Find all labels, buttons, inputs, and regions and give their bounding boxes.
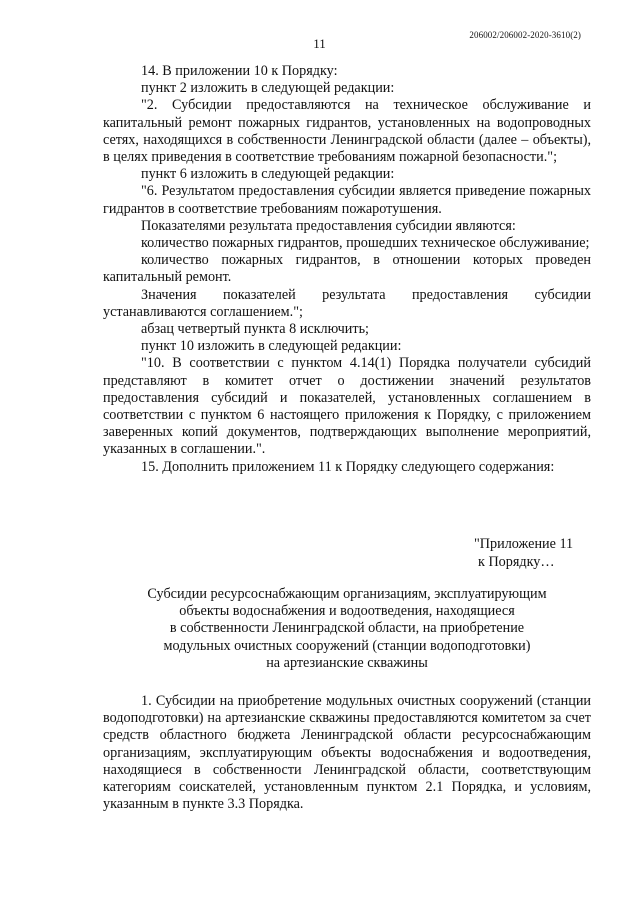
appendix-title: "Приложение 11 <box>474 536 574 552</box>
document-id: 206002/206002-2020-3610(2) <box>469 30 581 40</box>
paragraph: пункт 2 изложить в следующей редакции: <box>141 80 395 97</box>
paragraph: "6. Результатом предоставления субсидии является приведение пожарных гидрантов в соответствие требованиям пожаротушения. <box>103 183 591 217</box>
title-line: модульных очистных сооружений (станции водоподготовки) <box>163 637 531 654</box>
paragraph: пункт 6 изложить в следующей редакции: <box>141 166 395 183</box>
title-line: в собственности Ленинградской области, на приобретение <box>169 620 525 637</box>
paragraph: количество пожарных гидрантов, прошедших техническое обслуживание; <box>141 235 590 252</box>
section-title <box>103 586 591 672</box>
paragraph: Показателями результата предоставления субсидии являются: <box>141 217 516 234</box>
paragraph: "10. В соответствии с пунктом 4.14(1) Порядка получатели субсидий представляют в комитет отчет о достижении значений результатов предоставления субсидий и показателей, установленных соглашением в соответствии с пунктом 6 настоящего приложения к Порядку, с приложением заверенных копий документов, подтверждающих выполнение мероприятий, указанных в соглашении.". <box>103 355 591 458</box>
paragraph: "2. Субсидии предоставляются на техническое обслуживание и капитальный ремонт пожарных гидрантов, установленных на водопроводных сетях, находящихся в собственности Ленинградской области (далее – объекты), в целях приведения в соответствие требованиям пожарной безопасности."; <box>103 97 591 166</box>
title-line: Субсидии ресурсоснабжающим организациям, эксплуатирующим <box>147 586 547 602</box>
title-line: на артезианские скважины <box>266 654 428 671</box>
amendments-body <box>103 63 591 476</box>
paragraph: 1. Субсидии на приобретение модульных очистных сооружений (станции водоподготовки) на артезианские скважины предоставляются комитетом за счет средств областного бюджета Ленинградской области ресурсоснабжающим организациям, эксплуатирующим объекты водоснабжения и водоотведения, находящиеся в собственности Ленинградской области, соответствующим категориям соискателей, установленным пунктом 2.1 Порядка, и условиям, указанным в пункте 3.3 Порядка. <box>103 693 591 813</box>
paragraph: пункт 10 изложить в следующей редакции: <box>141 338 402 355</box>
title-line: объекты водоснабжения и водоотведения, находящиеся <box>179 603 515 620</box>
section-body <box>103 693 591 813</box>
paragraph: абзац четвертый пункта 8 исключить; <box>141 321 369 338</box>
appendix-reference: к Порядку… <box>478 554 555 570</box>
appendix-label <box>474 535 573 571</box>
page-number: 11 <box>313 36 326 51</box>
paragraph: количество пожарных гидрантов, в отношении которых проведен капитальный ремонт. <box>103 252 591 286</box>
paragraph: 15. Дополнить приложением 11 к Порядку следующего содержания: <box>141 458 555 475</box>
paragraph: 14. В приложении 10 к Порядку: <box>141 63 338 79</box>
paragraph: Значения показателей результата предоставления субсидии устанавливаются соглашением."; <box>103 286 591 320</box>
